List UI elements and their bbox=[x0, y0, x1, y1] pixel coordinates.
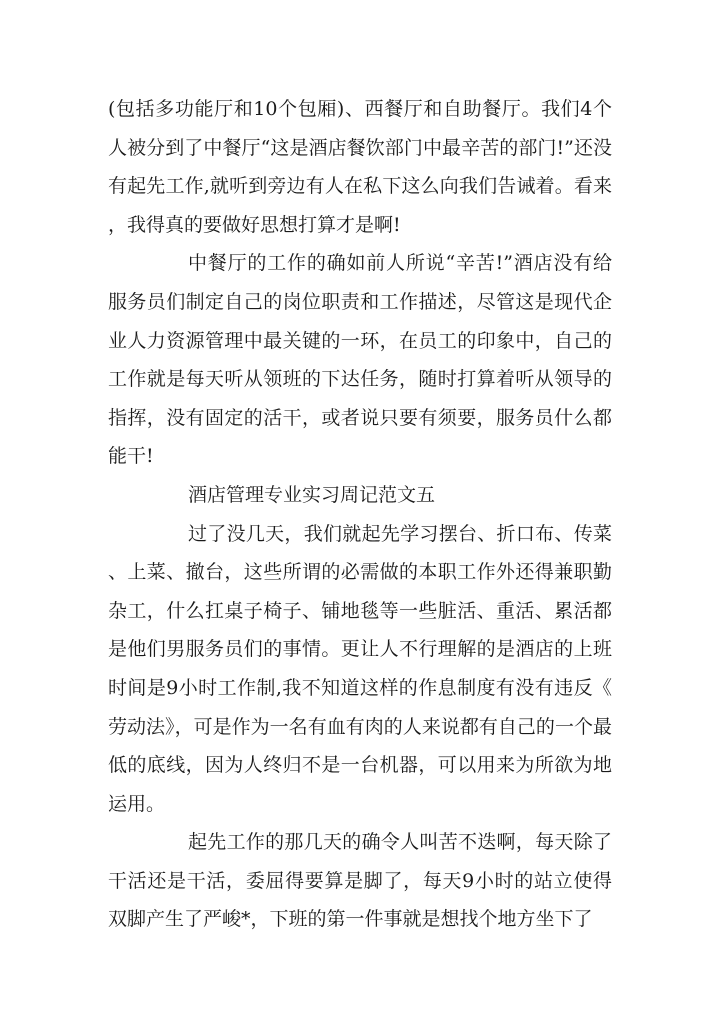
paragraph-training: 过了没几天，我们就起先学习摆台、折口布、传菜、上菜、撤台，这些所谓的必需做的本职工作外还得兼职勤杂工，什么扛桌子椅子、铺地毯等一些脏活、重活、累活都是他们男服务员们的事情。更让人不行理解的是酒店的上班时间是9小时工作制,我不知道这样的作息制度有没有违反《劳动法》，可是作为一名有血有肉的人来说都有自己的一个最低的底线，因为人终归不是一台机器，可以用来为所欲为地运用。 bbox=[108, 522, 612, 815]
paragraph-continued: (包括多功能厅和10个包厢)、西餐厅和自助餐厅。我们4个人被分到了中餐厅“这是酒店餐饮部门中最辛苦的部门!”还没有起先工作,就听到旁边有人在私下这么向我们告诫着。看来，我得真的要做好思想打算才是啊! bbox=[108, 98, 612, 236]
section-heading: 酒店管理专业实习周记范文五 bbox=[188, 483, 436, 506]
document-body bbox=[108, 90, 612, 939]
paragraph-first-days: 起先工作的那几天的确令人叫苦不迭啊，每天除了干活还是干活，委屈得要算是脚了，每天9小时的站立使得双脚产生了严峻*，下班的第一件事就是想找个地方坐下了 bbox=[108, 831, 612, 931]
paragraph-kitchen-work: 中餐厅的工作的确如前人所说“辛苦!”酒店没有给服务员们制定自己的岗位职责和工作描述，尽管这是现代企业人力资源管理中最关键的一环，在员工的印象中，自己的工作就是每天听从领班的下达任务，随时打算着听从领导的指挥，没有固定的活干，或者说只要有须要，服务员什么都能干! bbox=[108, 252, 612, 468]
